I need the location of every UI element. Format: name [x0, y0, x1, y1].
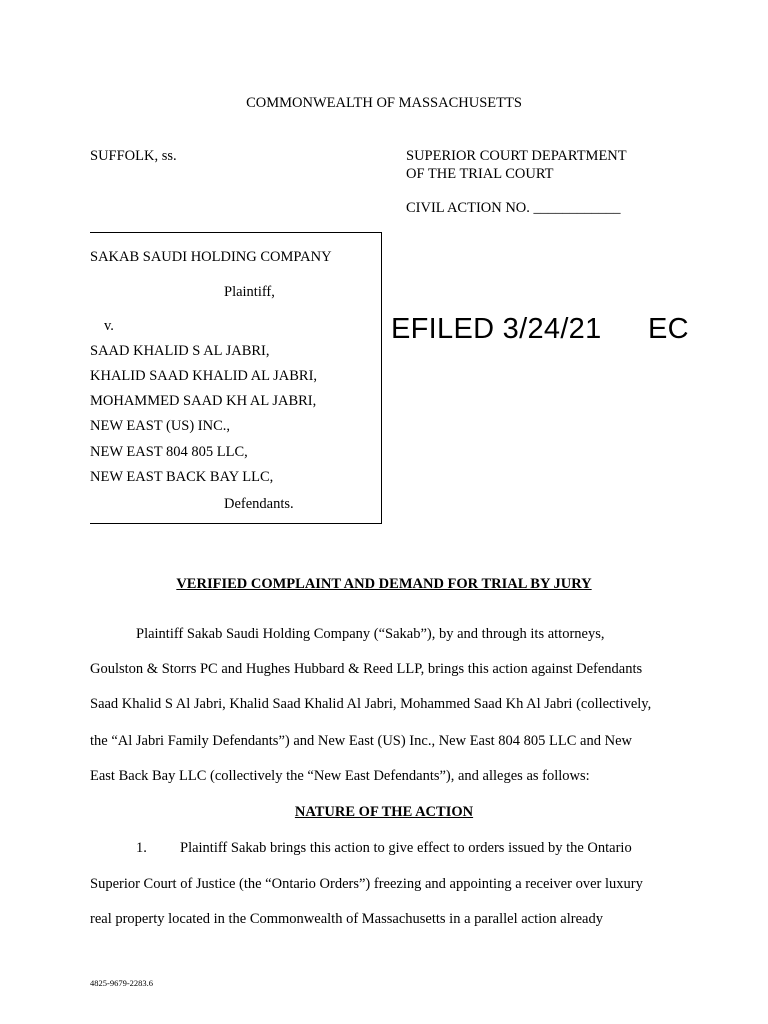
defendant-name: MOHAMMED SAAD KH AL JABRI,	[90, 393, 317, 409]
trial-court-line: OF THE TRIAL COURT	[406, 166, 554, 182]
defendant-name: NEW EAST (US) INC.,	[90, 418, 231, 434]
intro-line: Plaintiff Sakab Saudi Holding Company (“Sakab”), by and through its attorneys,	[136, 626, 605, 642]
defendant-name: NEW EAST BACK BAY LLC,	[90, 469, 274, 485]
intro-line: East Back Bay LLC (collectively the “New East Defendants”), and alleges as follows:	[90, 768, 590, 784]
intro-line: the “Al Jabri Family Defendants”) and New East (US) Inc., New East 804 805 LLC and New	[90, 733, 632, 749]
paragraph-number: 1.	[136, 840, 147, 856]
court-department-line: SUPERIOR COURT DEPARTMENT	[406, 148, 627, 164]
defendant-name: NEW EAST 804 805 LLC,	[90, 444, 248, 460]
efiled-date: EFILED 3/24/21	[391, 313, 602, 345]
plaintiff-role: Plaintiff,	[224, 284, 275, 300]
defendant-name: SAAD KHALID S AL JABRI,	[90, 343, 270, 359]
county-line: SUFFOLK, ss.	[90, 148, 177, 164]
plaintiff-name: SAKAB SAUDI HOLDING COMPANY	[90, 249, 332, 265]
paragraph-line: Plaintiff Sakab brings this action to give effect to orders issued by the Ontario	[180, 840, 632, 856]
defendants-role: Defendants.	[224, 496, 294, 512]
defendant-name: KHALID SAAD KHALID AL JABRI,	[90, 368, 318, 384]
clerk-initials: EC	[648, 313, 689, 345]
versus-label: v.	[104, 318, 114, 334]
efiled-stamp	[391, 313, 689, 346]
complaint-title: VERIFIED COMPLAINT AND DEMAND FOR TRIAL BY JURY	[176, 576, 592, 592]
intro-line: Goulston & Storrs PC and Hughes Hubbard & Reed LLP, brings this action against Defendants	[90, 661, 643, 677]
document-id-footer: 4825-9679-2283.6	[90, 978, 154, 988]
intro-line: Saad Khalid S Al Jabri, Khalid Saad Khalid Al Jabri, Mohammed Saad Kh Al Jabri (collectively,	[90, 696, 652, 712]
paragraph-line: real property located in the Commonwealth of Massachusetts in a parallel action already	[90, 911, 603, 927]
section-heading: NATURE OF THE ACTION	[294, 804, 474, 820]
paragraph-line: Superior Court of Justice (the “Ontario Orders”) freezing and appointing a receiver over luxury	[90, 876, 643, 892]
commonwealth-heading: COMMONWEALTH OF MASSACHUSETTS	[246, 95, 522, 111]
civil-action-number: CIVIL ACTION NO. ____________	[406, 200, 621, 216]
